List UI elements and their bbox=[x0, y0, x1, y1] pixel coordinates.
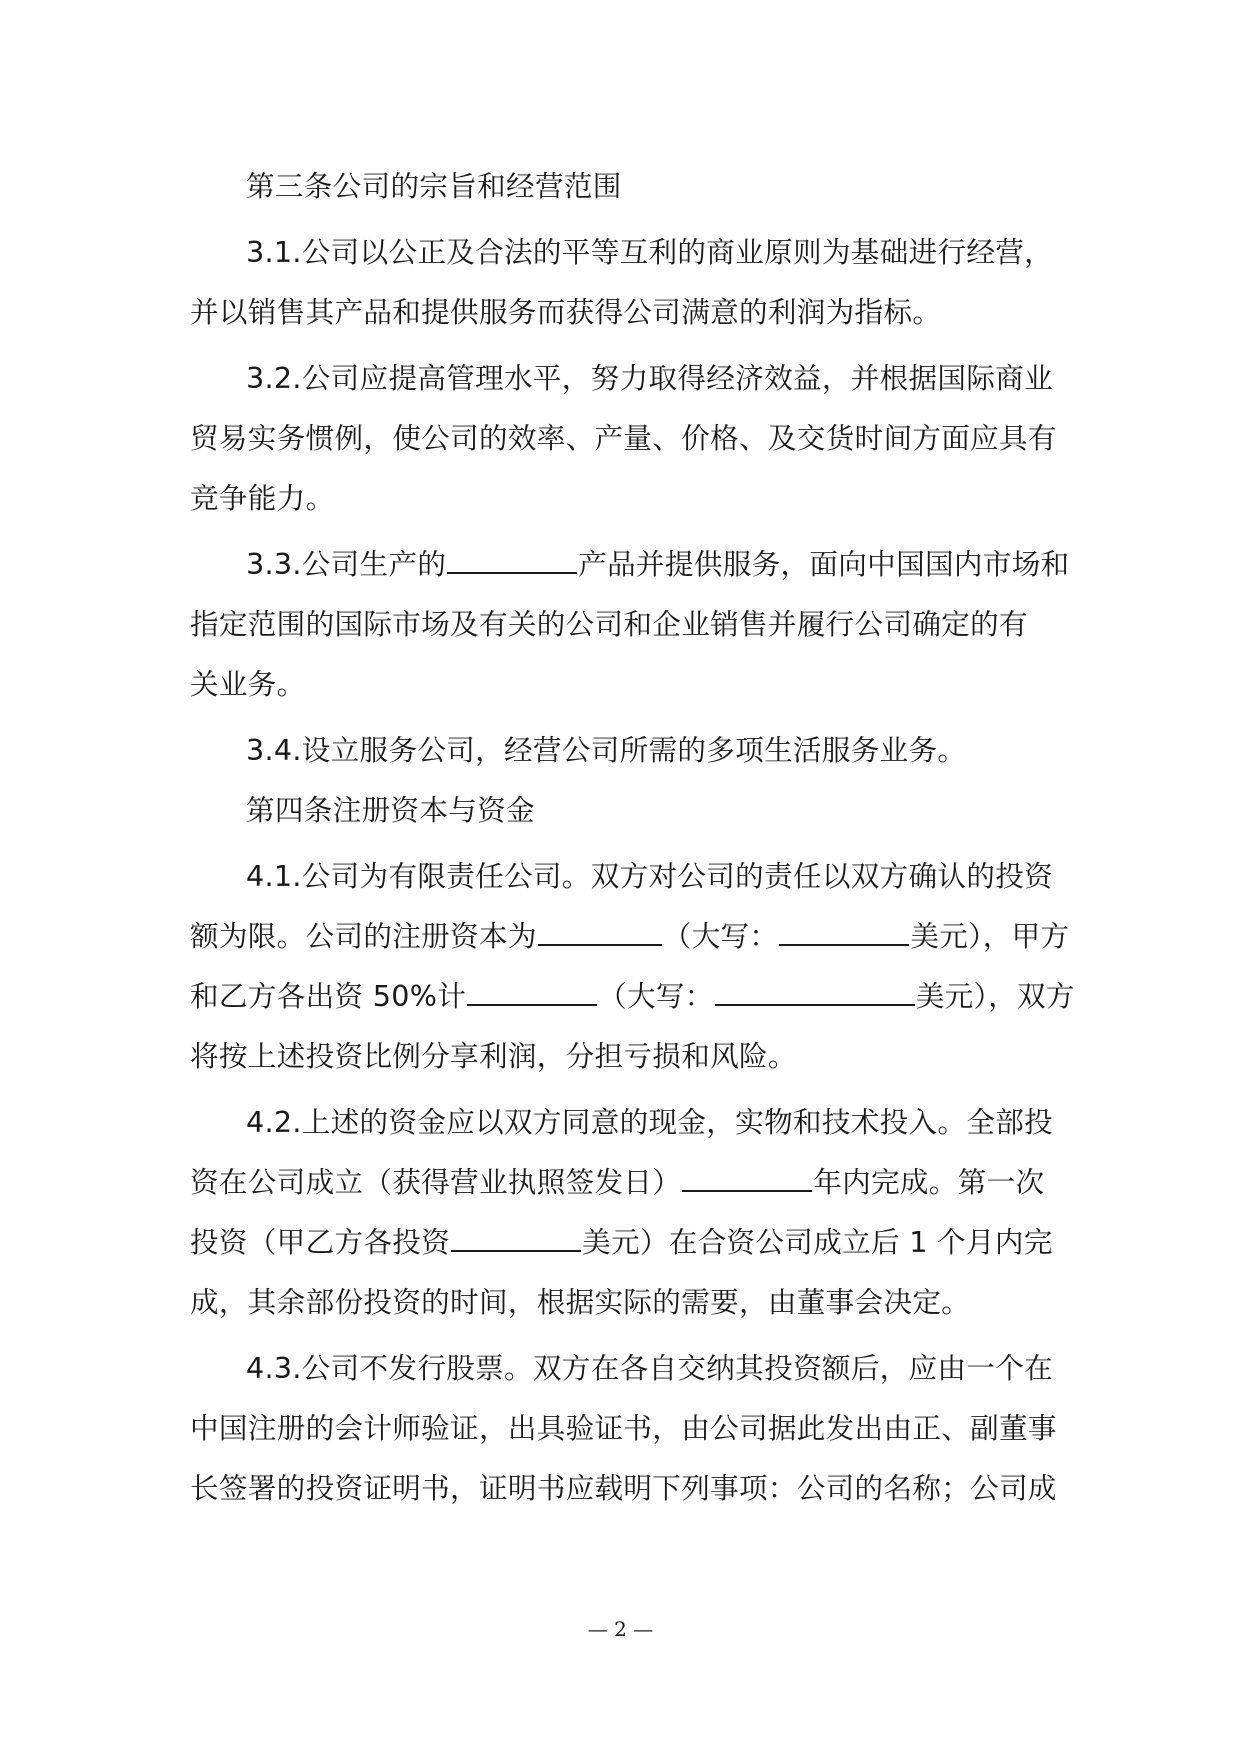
blank-contribution bbox=[467, 978, 597, 1006]
clause-3-2-line-3: 竞争能力。 bbox=[190, 481, 335, 515]
clause-3-1-line-2: 并以销售其产品和提供服务而获得公司满意的利润为指标。 bbox=[190, 295, 942, 329]
blank-registered-capital bbox=[538, 918, 662, 946]
clause-3-1-line-1: 3.1.公司以公正及合法的平等互利的商业原则为基础进行经营， bbox=[246, 235, 1054, 269]
clause-4-2-line-1: 4.2.上述的资金应以双方同意的现金，实物和技术投入。全部投 bbox=[246, 1105, 1054, 1139]
clause-4-2-line-3 bbox=[190, 1222, 1053, 1262]
clause-4-1-text-c: 美元），甲方 bbox=[910, 919, 1070, 953]
clause-4-1-line-4: 将按上述投资比例分享利润，分担亏损和风险。 bbox=[190, 1039, 797, 1073]
clause-4-1-text-d: 和乙方各出资 50%计 bbox=[190, 979, 467, 1013]
clause-4-2-text-c: 投资（甲乙方各投资 bbox=[190, 1225, 451, 1259]
clause-4-2-text-d: 美元）在合资公司成立后 1 个月内完 bbox=[582, 1225, 1053, 1259]
clause-4-1-text-f: 美元），双方 bbox=[915, 979, 1075, 1013]
blank-product bbox=[447, 546, 577, 574]
clause-4-1-line-3 bbox=[190, 976, 1075, 1016]
article3-heading: 第三条公司的宗旨和经营范围 bbox=[246, 169, 622, 203]
page-number: — 2 — bbox=[587, 1617, 654, 1641]
clause-4-1-line-2 bbox=[190, 916, 1069, 956]
blank-first-investment bbox=[451, 1224, 581, 1252]
clause-4-1-text-a: 额为限。公司的注册资本为 bbox=[190, 919, 537, 953]
blank-contribution-words bbox=[715, 978, 915, 1006]
clause-3-3-line-2: 指定范围的国际市场及有关的公司和企业销售并履行公司确定的有 bbox=[190, 607, 1028, 641]
clause-4-3-line-1: 4.3.公司不发行股票。双方在各自交纳其投资额后，应由一个在 bbox=[246, 1351, 1054, 1385]
clause-3-3-line-1 bbox=[246, 544, 1069, 584]
blank-capital-words bbox=[779, 918, 909, 946]
clause-3-2-line-2: 贸易实务惯例，使公司的效率、产量、价格、及交货时间方面应具有 bbox=[190, 421, 1057, 455]
clause-4-2-text-b: 年内完成。第一次 bbox=[813, 1165, 1045, 1199]
clause-4-1-text-e: （大写： bbox=[598, 979, 714, 1013]
clause-4-2-line-4: 成，其余部份投资的时间，根据实际的需要，由董事会决定。 bbox=[190, 1285, 971, 1319]
blank-years bbox=[682, 1164, 812, 1192]
clause-4-1-line-1: 4.1.公司为有限责任公司。双方对公司的责任以双方确认的投资 bbox=[246, 859, 1054, 893]
clause-4-3-line-3: 长签署的投资证明书，证明书应载明下列事项：公司的名称；公司成 bbox=[190, 1471, 1057, 1505]
clause-4-2-text-a: 资在公司成立（获得营业执照签发日） bbox=[190, 1165, 682, 1199]
clause-3-3-line-3: 关业务。 bbox=[190, 667, 306, 701]
article4-heading: 第四条注册资本与资金 bbox=[246, 793, 535, 827]
clause-3-3-text-a: 3.3.公司生产的 bbox=[246, 547, 447, 581]
clause-3-3-text-b: 产品并提供服务，面向中国国内市场和 bbox=[578, 547, 1070, 581]
clause-4-1-text-b: （大写： bbox=[662, 919, 779, 953]
clause-4-3-line-2: 中国注册的会计师验证，出具验证书，由公司据此发出由正、副董事 bbox=[190, 1411, 1057, 1445]
clause-3-4: 3.4.设立服务公司，经营公司所需的多项生活服务业务。 bbox=[246, 733, 967, 767]
clause-3-2-line-1: 3.2.公司应提高管理水平，努力取得经济效益，并根据国际商业 bbox=[246, 361, 1054, 395]
clause-4-2-line-2 bbox=[190, 1162, 1044, 1202]
